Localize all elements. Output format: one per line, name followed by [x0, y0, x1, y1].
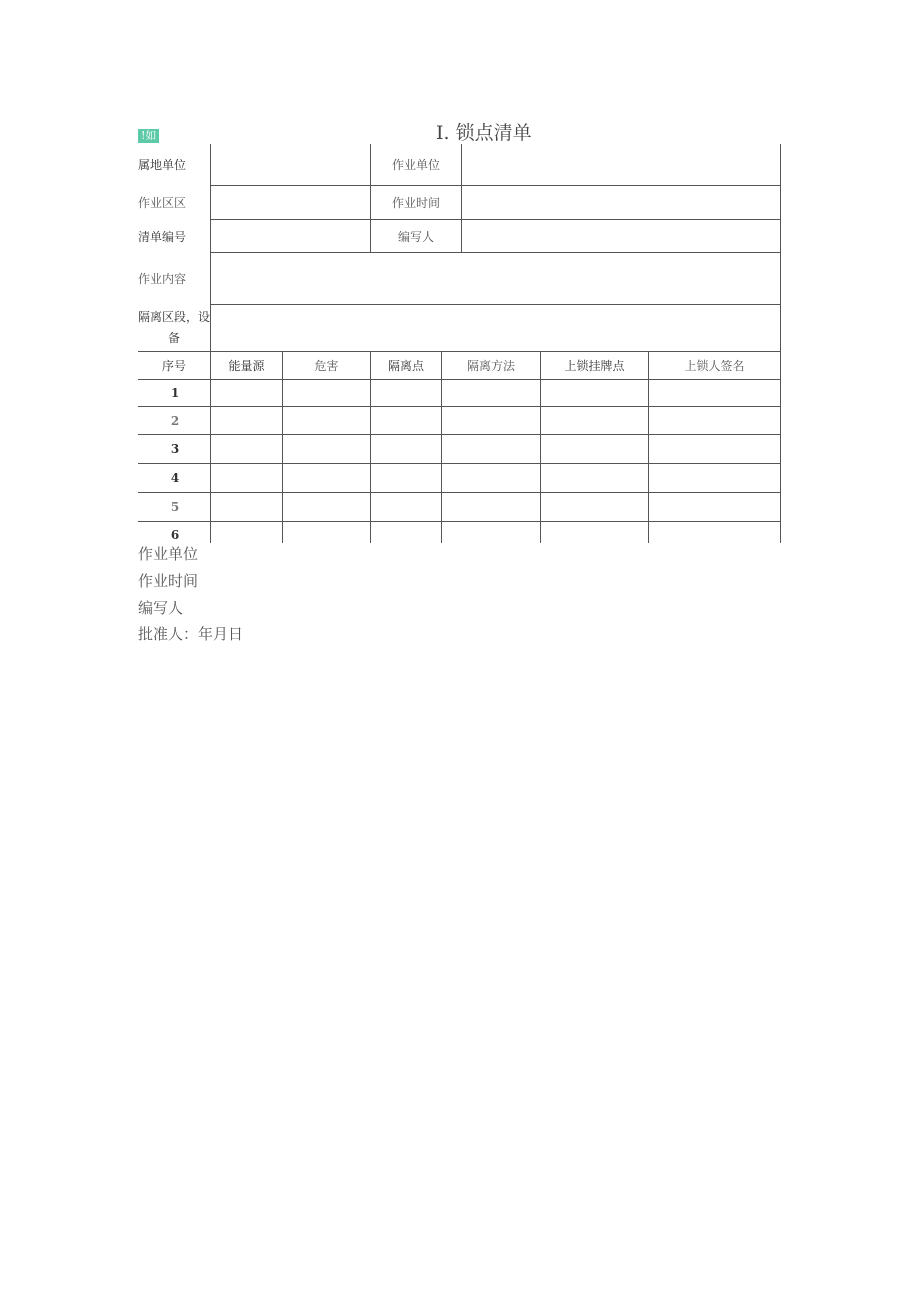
- isolation-label-line-2: 备: [168, 331, 181, 345]
- row-number-3: 3: [170, 442, 180, 456]
- isolation-section-label: [138, 305, 214, 351]
- row-number-2: 2: [170, 413, 180, 428]
- header-isolation-point: 隔离点: [387, 359, 424, 373]
- row-number-6: 6: [170, 528, 180, 542]
- work-area-label: 作业区区: [138, 196, 187, 210]
- page-title: I. 锁点清单: [436, 122, 532, 144]
- owner-unit-label: 属地单位: [138, 158, 187, 172]
- header-hazard: 危害: [314, 359, 339, 373]
- footer-approver-date: 批准人：年月日: [138, 625, 244, 643]
- footer-work-time: 作业时间: [138, 572, 199, 590]
- header-energy-source: 能量源: [228, 359, 265, 373]
- header-locker-signature: 上锁人签名: [684, 359, 745, 373]
- list-number-label: 清单编号: [138, 229, 187, 244]
- work-unit-label: 作业单位: [391, 158, 440, 172]
- writer-label: 编写人: [397, 229, 434, 244]
- row-number-5: 5: [170, 500, 180, 514]
- form-tag: !如: [138, 129, 159, 143]
- header-isolation-method: 隔离方法: [466, 359, 515, 373]
- row-number-4: 4: [170, 471, 180, 485]
- header-serial: 序号: [161, 359, 186, 373]
- footer-work-unit: 作业单位: [138, 545, 199, 563]
- header-lock-tag-point: 上锁挂牌点: [564, 359, 625, 373]
- row-number-1: 1: [170, 386, 180, 400]
- footer-writer: 编写人: [138, 599, 184, 617]
- work-time-label: 作业时间: [391, 196, 440, 210]
- isolation-label-line-1: 隔离区段，设: [138, 310, 211, 324]
- work-content-label: 作业内容: [138, 272, 187, 286]
